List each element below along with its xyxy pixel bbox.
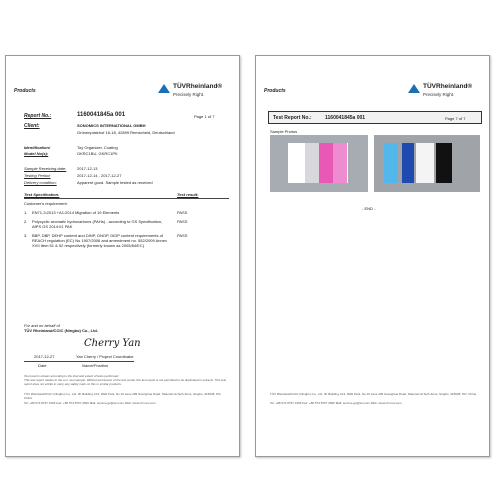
delivery-condition-label: Delivery condition: bbox=[24, 180, 57, 185]
sample-pink bbox=[319, 143, 333, 183]
delivery-condition-value: Apparent good. Sample tested as received bbox=[77, 180, 153, 185]
page-number: Page 1 of 7 bbox=[194, 114, 215, 119]
report-no-label: Test Report No.: bbox=[273, 115, 312, 121]
disclaimer-2: This test report relates to the a.m. test sample. Without permission of the test center this test report is not permitted to be duplicated in extracts. This test report does not entitle to carry any safety mark on this or similar products. bbox=[24, 378, 227, 386]
report-header-box bbox=[268, 111, 482, 124]
item-2-text: Polycyclic aromatic hydrocarbons (PAHs) - according to GS Specification, AfPS GS 2014:01 PAK bbox=[32, 219, 163, 229]
disclaimer-1: Test result is drawn according to the kind and extent of tests performed. bbox=[24, 374, 119, 378]
sample-photo-pink bbox=[270, 135, 368, 192]
name-position-label: Name/Position bbox=[82, 363, 109, 368]
sample-pink-light bbox=[333, 143, 347, 183]
testing-period-label: Testing Period: bbox=[24, 173, 51, 178]
report-no-label: Report No.: bbox=[24, 113, 52, 119]
footer-address: TÜV Rheinland/CCIC (Ningbo) Co., Ltd. 3F Building C13, R&D Park, No.19 Lane 299 Guanghua Road, National Hi-Tech Zone, Ningbo, 315048, P.R. China bbox=[24, 392, 222, 400]
receiving-date-label: Sample Receiving date: bbox=[24, 166, 67, 171]
item-2-result: PASS bbox=[177, 219, 188, 224]
page-header: Products bbox=[14, 88, 36, 94]
report-no-value: 1160041845a 001 bbox=[325, 115, 366, 121]
tuv-logo bbox=[408, 82, 488, 104]
identification-value: Toy Organizer, Coating bbox=[77, 145, 118, 150]
sample-white bbox=[416, 143, 434, 183]
company-short: TÜV Rheinland/CCIC (Ningbo) Co., Ltd. bbox=[24, 328, 98, 333]
page-number: Page 7 of 7 bbox=[445, 116, 466, 121]
testing-period-value: 2017-12-14 - 2017-12-27 bbox=[77, 173, 122, 178]
signature: Cherry Yan bbox=[84, 338, 141, 349]
sign-date: 2017-12-27 bbox=[34, 354, 55, 359]
logo-name: TÜVRheinland® bbox=[423, 83, 473, 90]
sign-name: Yan Cherry / Project Coordinator bbox=[76, 354, 134, 359]
for-and-behalf: For and on behalf of bbox=[24, 323, 60, 328]
footer-contact: Tel: +86 574 8767 1666 Fax: +86 574 8767 2666 Mail: service-gc@tuv.com Web: www.chn.tuv.com bbox=[270, 401, 402, 405]
sample-blue-dark bbox=[402, 143, 414, 183]
item-1-result: PASS bbox=[177, 210, 188, 215]
report-page-1 bbox=[5, 55, 240, 457]
end-marker: - END - bbox=[362, 206, 376, 211]
footer-contact: Tel: +86 574 8767 1666 Fax: +86 574 8767 2666 Mail: service-gc@tuv.com Web: www.chn.tuv.com bbox=[24, 401, 156, 405]
sample-photo-blue bbox=[374, 135, 480, 192]
item-2-num: 2. bbox=[24, 219, 28, 224]
tuv-triangle-icon bbox=[158, 84, 170, 93]
client-name: SONOMICS INTERNATIONAL GMBH bbox=[77, 123, 146, 128]
client-address: Grünenplatzhof 16-18, 42899 Remscheid, Deutschland bbox=[77, 130, 175, 135]
sample-blue-light bbox=[384, 143, 398, 183]
tuv-logo bbox=[158, 82, 238, 104]
test-spec-label: Test Specification: bbox=[24, 192, 60, 197]
divider bbox=[24, 198, 229, 199]
logo-tagline: Precisely Right. bbox=[423, 92, 455, 97]
report-no-value: 1160041845a 001 bbox=[77, 112, 126, 118]
sample-black bbox=[436, 143, 452, 183]
receiving-date-value: 2017-12-13 bbox=[77, 166, 98, 171]
report-page-7 bbox=[255, 55, 490, 457]
signature-line bbox=[24, 361, 134, 362]
date-label: Date bbox=[38, 363, 47, 368]
sample-grey bbox=[305, 143, 319, 183]
test-result-label: Test result: bbox=[177, 192, 199, 197]
customer-requirement: Customer's requirement: bbox=[24, 201, 68, 206]
model-label: Model No(s): bbox=[24, 151, 49, 156]
logo-name: TÜVRheinland® bbox=[173, 83, 223, 90]
item-1-num: 1. bbox=[24, 210, 28, 215]
tuv-triangle-icon bbox=[408, 84, 420, 93]
footer-address: TÜV Rheinland/CCIC (Ningbo) Co., Ltd. 3F Building C13, R&D Park, No.19 Lane 299 Guanghua Road, National Hi-Tech Zone, Ningbo, 315048, P.R. China bbox=[270, 392, 477, 396]
sample-photos-label: Sample Photos bbox=[270, 129, 298, 134]
client-label: Client: bbox=[24, 123, 40, 129]
page-header: Products bbox=[264, 88, 286, 94]
model-value: GKRC1BU, GKRC1PK bbox=[77, 151, 118, 156]
item-3-text: BBP, DBP, DEHP content and DINP, DNOP, DIDP content requirements of REACH regulation (EC) No 1907/2006 and amendment no. 552/2009 Annex XVII Item 51 & 52 respectively (formerly known as 2005/84/EC) bbox=[32, 233, 167, 248]
identification-label: Identification/ bbox=[24, 145, 50, 150]
item-3-num: 3. bbox=[24, 233, 28, 238]
item-3-result: PASS bbox=[177, 233, 188, 238]
item-1-text: EN71-3:2013 +A1:2014 Migration of 19 Elements bbox=[32, 210, 120, 215]
logo-tagline: Precisely Right. bbox=[173, 92, 205, 97]
